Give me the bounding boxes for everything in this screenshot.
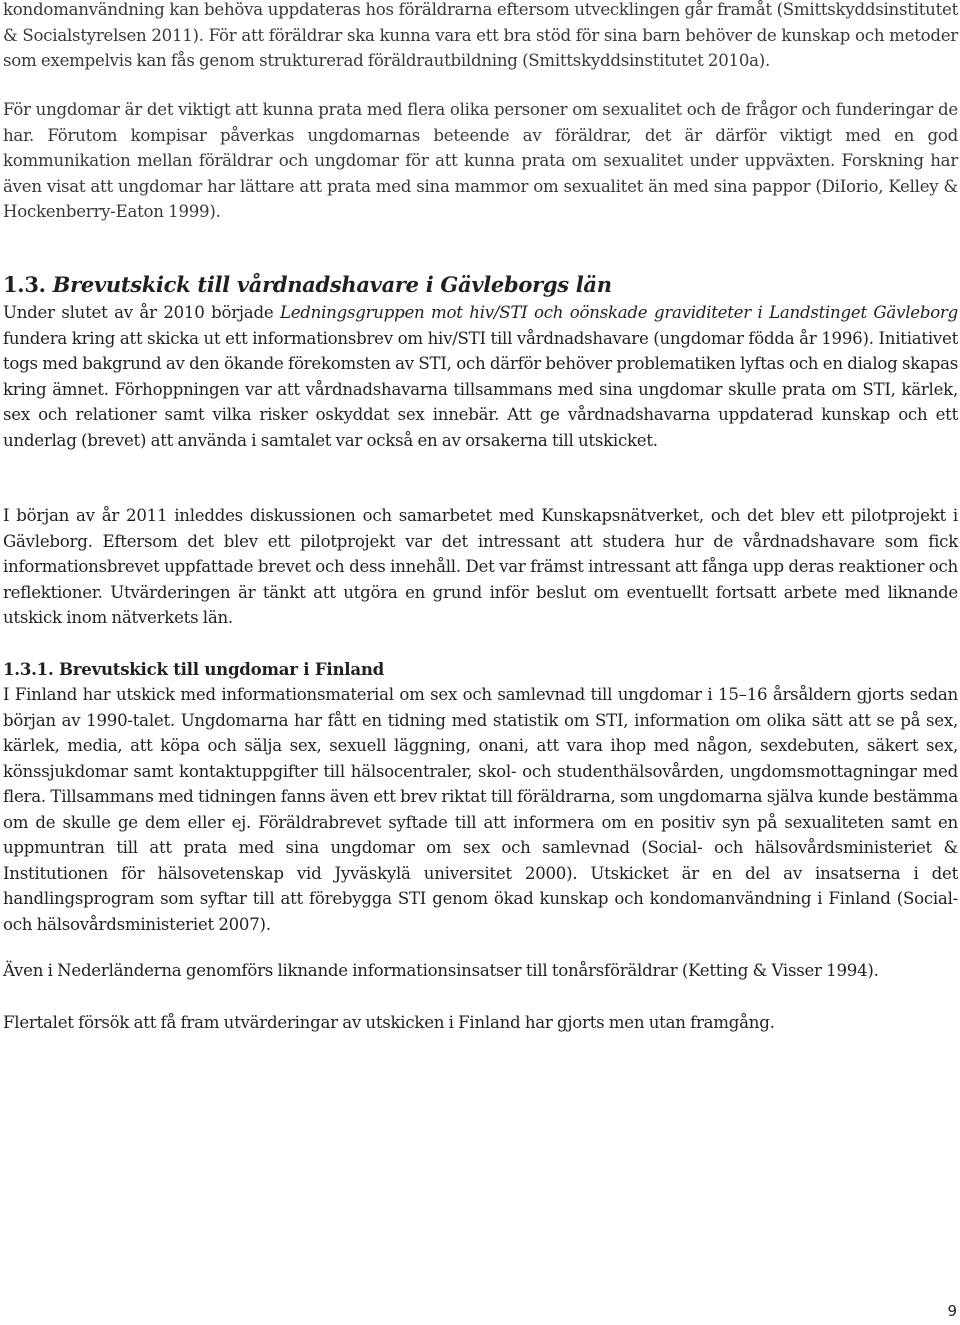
page-number: 9 — [947, 1302, 957, 1320]
section-title: Brevutskick till vårdnadshavare i Gävleborgs län — [52, 272, 612, 297]
section-heading — [3, 270, 612, 300]
paragraph-finland: I Finland har utskick med informationsmaterial om sex och samlevnad till ungdomar i 15–16 årsåldern gjorts sedan början av 1990-talet. Ungdomarna har fått en tidning med statistik om STI, information om olika sätt att se på sex, kärlek, media, att köpa och sälja sex, sexuell läggning, onani, att vara ihop med någon, sexdebuten, säkert sex, könssjukdomar samt kontaktuppgifter till hälsocentraler, skol- och studenthälsovården, ungdomsmottagningar med flera. Tillsammans med tidningen fanns även ett brev riktat till föräldrarna, som ungdomarna själva kunde bestämma om de skulle ge dem eller ej. Föräldrabrevet syftade till att informera om en positiv syn på sexualiteten samt en uppmuntran till att prata med sina ungdomar om sex och samlevnad (Social- och hälsovårdsministeriet & Institutionen för hälsovetenskap vid Jyväskylä universitet 2000). Utskicket är en del av insatserna i det handlingsprogram som syftar till att förebygga STI genom ökad kunskap och kondomanvändning i Finland (Social- och hälsovårdsministeriet 2007). — [3, 685, 958, 934]
paragraph-netherlands: Även i Nederländerna genomförs liknande informationsinsatser till tonårsföräldrar (Ketting & Visser 1994). — [3, 961, 879, 980]
steering-group-name: Ledningsgruppen mot hiv/STI och oönskade graviditeter i Landstinget Gävleborg — [279, 303, 958, 322]
paragraph-gavleborg-letter — [3, 300, 958, 453]
paragraph-parent-knowledge: kondomanvändning kan behöva uppdateras hos föräldrarna eftersom utvecklingen går framåt (Smittskyddsinstitutet & Socialstyrelsen 2011). För att föräldrar ska kunna vara ett bra stöd för sina barn behöver de kunskap och metoder som exempelvis kan fås genom strukturerad föräldrautbildning (Smittskyddsinstitutet 2010a). — [3, 0, 958, 70]
paragraph-body-text: fundera kring att skicka ut ett informationsbrev om hiv/STI till vårdnadshavare (ungdomar födda år 1996). Initiativet togs med bakgrund av den ökande förekomsten av STI, och därför behöver problematiken lyftas och en dialog skapas kring ämnet. Förhoppningen var att vårdnadshavarna tillsammans med sina ungdomar skulle prata om STI, kärlek, sex och relationer samt vilka risker oskyddat sex innebär. Att ge vårdnadshavarna uppdaterad kunskap och ett underlag (brevet) att använda i samtalet var också en av orsakerna till utskicket. — [3, 328, 958, 450]
paragraph-evaluation-attempts: Flertalet försök att få fram utvärderingar av utskicken i Finland har gjorts men utan framgång. — [3, 1013, 775, 1032]
subsection-heading: 1.3.1. Brevutskick till ungdomar i Finland — [3, 659, 385, 679]
paragraph-pilot-project: I början av år 2011 inleddes diskussionen och samarbetet med Kunskapsnätverket, och det blev ett pilotprojekt i Gävleborg. Eftersom det blev ett pilotprojekt var det intressant att studera hur de vårdnadshavare som fick informationsbrevet uppfattade brevet och dess innehåll. Det var främst intressant att fånga upp deras reaktioner och reflektioner. Utvärderingen är tänkt att utgöra en grund inför beslut om eventuellt fortsatt arbete med liknande utskick inom nätverkets län. — [3, 506, 958, 627]
paragraph-youth-communication: För ungdomar är det viktigt att kunna prata med flera olika personer om sexualitet och de frågor och funderingar de har. Förutom kompisar påverkas ungdomarnas beteende av föräldrar, det är därför viktigt med en god kommunikation mellan föräldrar och ungdomar för att kunna prata om sexualitet under uppväxten. Forskning har även visat att ungdomar har lättare att prata med sina mammor om sexualitet än med sina pappor (DiIorio, Kelley & Hockenberry-Eaton 1999). — [3, 100, 958, 221]
section-number: 1.3. — [3, 272, 46, 297]
paragraph-intro-text: Under slutet av år 2010 började — [3, 303, 280, 322]
